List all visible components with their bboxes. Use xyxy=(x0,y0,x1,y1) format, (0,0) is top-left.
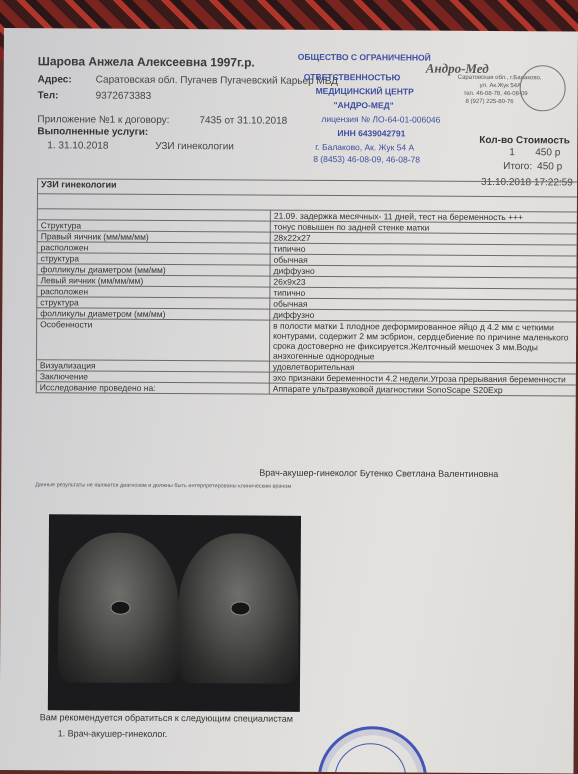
address-value: Саратовская обл. Пугачев Пугачевский Карьер МВД xyxy=(95,74,339,88)
row-label: Исследование проведено на: xyxy=(36,382,269,394)
row-label: расположен xyxy=(37,242,270,254)
row-label: фолликулы диаметром (мм/мм) xyxy=(37,264,270,276)
row-value: эхо признаки беременности 4.2 недели.Угроза прерывания беременности xyxy=(269,372,577,385)
medical-report-sheet xyxy=(0,28,578,773)
round-seal-stamp xyxy=(317,726,428,774)
row-value: диффузно xyxy=(270,309,578,322)
stamp-line-1: ОБЩЕСТВО С ОГРАНИЧЕННОЙ xyxy=(297,51,431,63)
row-value: 26x9x23 xyxy=(270,276,578,289)
total-value: 450 р xyxy=(537,161,563,173)
clinic-region: Саратовская обл., г.Балаково, xyxy=(457,74,542,82)
row-value: типично xyxy=(270,243,578,256)
row-label: Особенности xyxy=(36,319,269,361)
stamp-line-2: ОТВЕТСТВЕННОСТЬЮ xyxy=(303,71,401,83)
row-value: удовлетворительная xyxy=(269,361,577,374)
phone-value: 9372673383 xyxy=(95,90,152,102)
row-label: фолликулы диаметром (мм/мм) xyxy=(37,308,270,320)
vitruvian-logo-icon xyxy=(520,65,566,111)
row-value: 28x22x27 xyxy=(270,232,578,245)
gestational-sac-marker xyxy=(230,601,250,615)
report-title: УЗИ гинекологии xyxy=(37,179,578,197)
row-label: Структура xyxy=(37,220,270,232)
clinic-mobile: 8 (927) 225-80-76 xyxy=(465,98,514,106)
stamp-line-8: 8 (8453) 46-08-09, 46-08-78 xyxy=(313,153,421,165)
ultrasound-results-table xyxy=(36,178,578,396)
qty-price-header: Кол-во Стоимость xyxy=(479,134,570,147)
patient-name: Шарова Анжела Алексеевна 1997г.р. xyxy=(37,54,255,70)
row-label: Заключение xyxy=(36,371,269,383)
row-value: тонус повышен по задней стенке матки xyxy=(270,221,578,234)
row-value: Аппарате ультразвуковой диагностики SonoScape S20Exp xyxy=(269,383,577,396)
row-label: структура xyxy=(37,253,270,265)
table-row xyxy=(36,319,577,363)
stamp-line-5: лицензия № ЛО-64-01-006046 xyxy=(321,113,441,125)
address-label: Адрес: xyxy=(37,74,72,86)
service-name: УЗИ гинекологии xyxy=(155,140,234,153)
ultrasound-image xyxy=(48,514,301,712)
stamp-line-6: ИНН 6439042791 xyxy=(337,128,406,139)
phone-label: Тел: xyxy=(37,90,59,102)
row-value: диффузно xyxy=(270,265,578,278)
disclaimer-text: Данные результаты не являются диагнозом и должны быть интерпретированы клиническим врачом xyxy=(35,482,292,490)
report-datetime: 31.10.2018 17:22:59 xyxy=(481,176,573,189)
clinic-phones: тел. 46-08-78, 46-08-09 xyxy=(463,90,528,98)
row-label: расположен xyxy=(37,286,270,298)
doctor-signature-line: Врач-акушер-гинеколог Бутенко Светлана Валентиновна xyxy=(259,467,499,480)
row-label: Левый яичник (мм/мм/мм) xyxy=(37,275,270,287)
recommendation-item: 1. Врач-акушер-гинеколог. xyxy=(57,728,168,740)
price-value: 450 р xyxy=(535,147,561,159)
row-label: Правый яичник (мм/мм/мм) xyxy=(37,231,270,243)
total-label: Итого: xyxy=(503,161,533,173)
row-value: обычная xyxy=(270,254,578,267)
row-value: типично xyxy=(270,287,578,300)
services-label: Выполненные услуги: xyxy=(37,126,149,138)
clinic-brand-logo: Андро-Мед xyxy=(425,60,489,76)
appendix-label: Приложение №1 к договору: xyxy=(37,114,170,127)
row-value: в полости матки 1 плодное деформированное яйцо д 4.2 мм с четкими контурами, содержит 2 мм эсбрион, сердцебиение по причине маленького срока достоверно не фиксируется.Желточный мешочек 3 мм.Воды анэхогенные однородные xyxy=(269,320,577,363)
row-value: 21.09. задержка месячных- 11 дней, тест на беременность +++ xyxy=(270,210,578,223)
stamp-line-3: МЕДИЦИНСКИЙ ЦЕНТР xyxy=(315,85,414,97)
appendix-value: 7435 от 31.10.2018 xyxy=(199,115,288,127)
service-row-number: 1. 31.10.2018 xyxy=(47,140,109,152)
row-label: Визуализация xyxy=(36,360,269,372)
row-value: обычная xyxy=(270,298,578,311)
gestational-sac-marker xyxy=(110,601,130,615)
clinic-street: ул. Ак.Жук 54А xyxy=(479,82,522,90)
stamp-line-7: г. Балаково, Ак. Жук 54 А xyxy=(315,141,415,153)
row-label: структура xyxy=(37,297,270,309)
recommendation-text: Вам рекомендуется обратиться к следующим специалистам xyxy=(39,712,293,724)
stamp-line-4: "АНДРО-МЕД" xyxy=(333,100,394,111)
qty-value: 1 xyxy=(509,147,515,159)
